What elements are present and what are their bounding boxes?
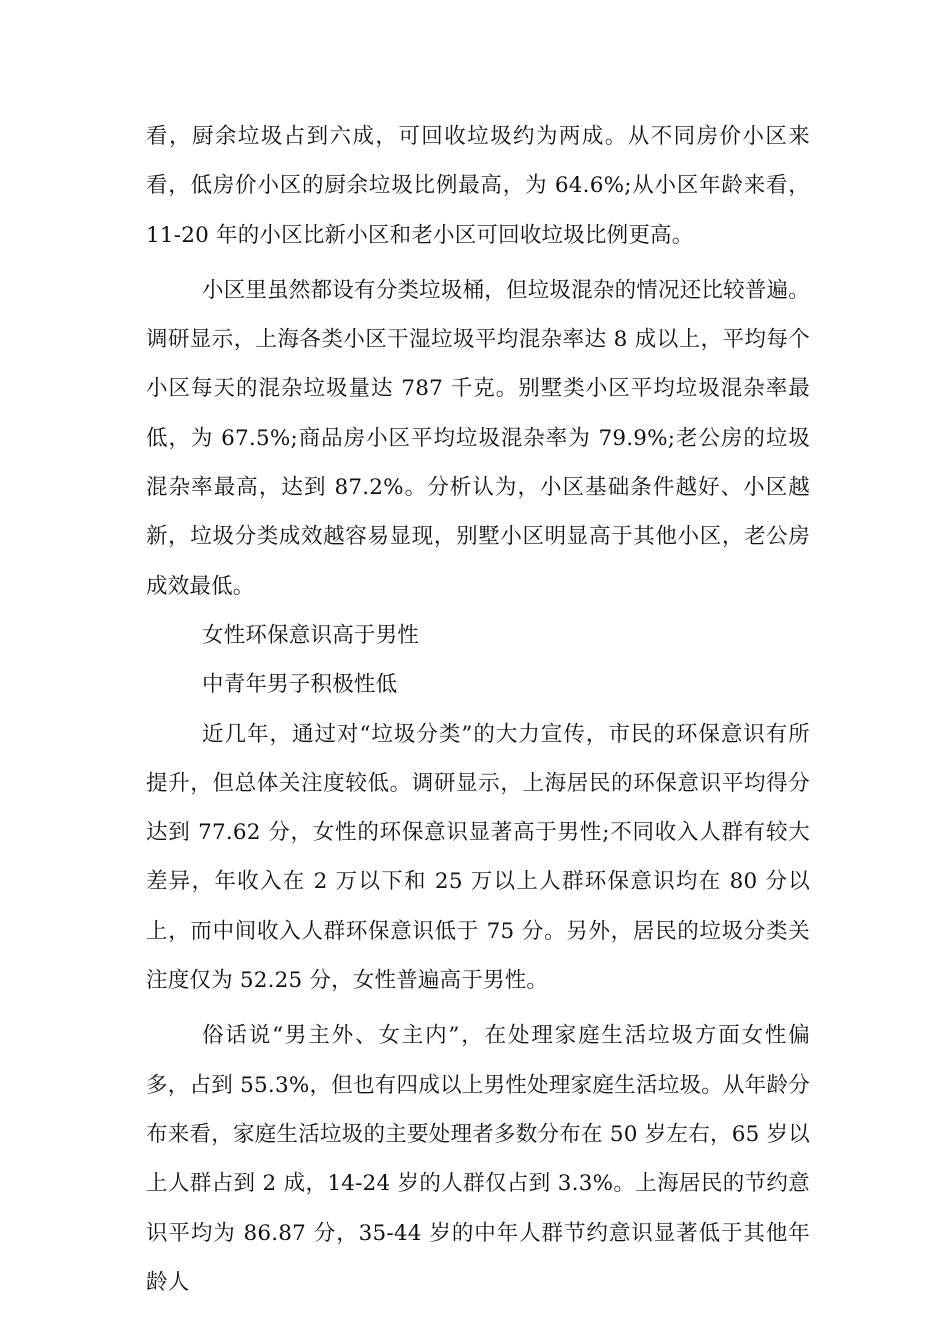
body-text [146,112,810,1307]
section-heading-women: 女性环保意识高于男性 [202,622,420,648]
paragraph-mixed-waste: 小区里虽然都设有分类垃圾桶，但垃圾混杂的情况还比较普遍。调研显示，上海各类小区干湿垃圾平均混杂率达 8 成以上，平均每个小区每天的混杂垃圾量达 787 千克。别墅类小区平均垃圾混杂率最低，为 67.5%;商品房小区平均垃圾混杂率为 79.9%;老公房的垃圾混杂率最高，达到 87.2%。分析认为，小区基础条件越好、小区越新，垃圾分类成效越容易显现，别墅小区明显高于其他小区，老公房成效最低。 [146,277,810,599]
paragraph-awareness: 近几年，通过对“垃圾分类”的大力宣传，市民的环保意识有所提升，但总体关注度较低。调研显示，上海居民的环保意识平均得分达到 77.62 分，女性的环保意识显著高于男性;不同收入人群有较大差异，年收入在 2 万以下和 25 万以上人群环保意识均在 80 分以上，而中间收入人群环保意识低于 75 分。另外，居民的垃圾分类关注度仅为 52.25 分，女性普遍高于男性。 [146,721,810,994]
section-heading-young-men: 中青年男子积极性低 [202,672,398,698]
paragraph-continued: 看，厨余垃圾占到六成，可回收垃圾约为两成。从不同房价小区来看，低房价小区的厨余垃圾比例最高，为 64.6%;从小区年龄来看，11-20 年的小区比新小区和老小区可回收垃圾比例更高。 [146,124,810,248]
paragraph-household: 俗话说“男主外、女主内”，在处理家庭生活垃圾方面女性偏多，占到 55.3%，但也有四成以上男性处理家庭生活垃圾。从年龄分布来看，家庭生活垃圾的主要处理者多数分布在 50 岁左右，65 岁以上人群占到 2 成，14-24 岁的人群仅占到 3.3%。上海居民的节约意识平均为 86.87 分，35-44 岁的中年人群节约意识显著低于其他年龄人 [146,1023,810,1295]
